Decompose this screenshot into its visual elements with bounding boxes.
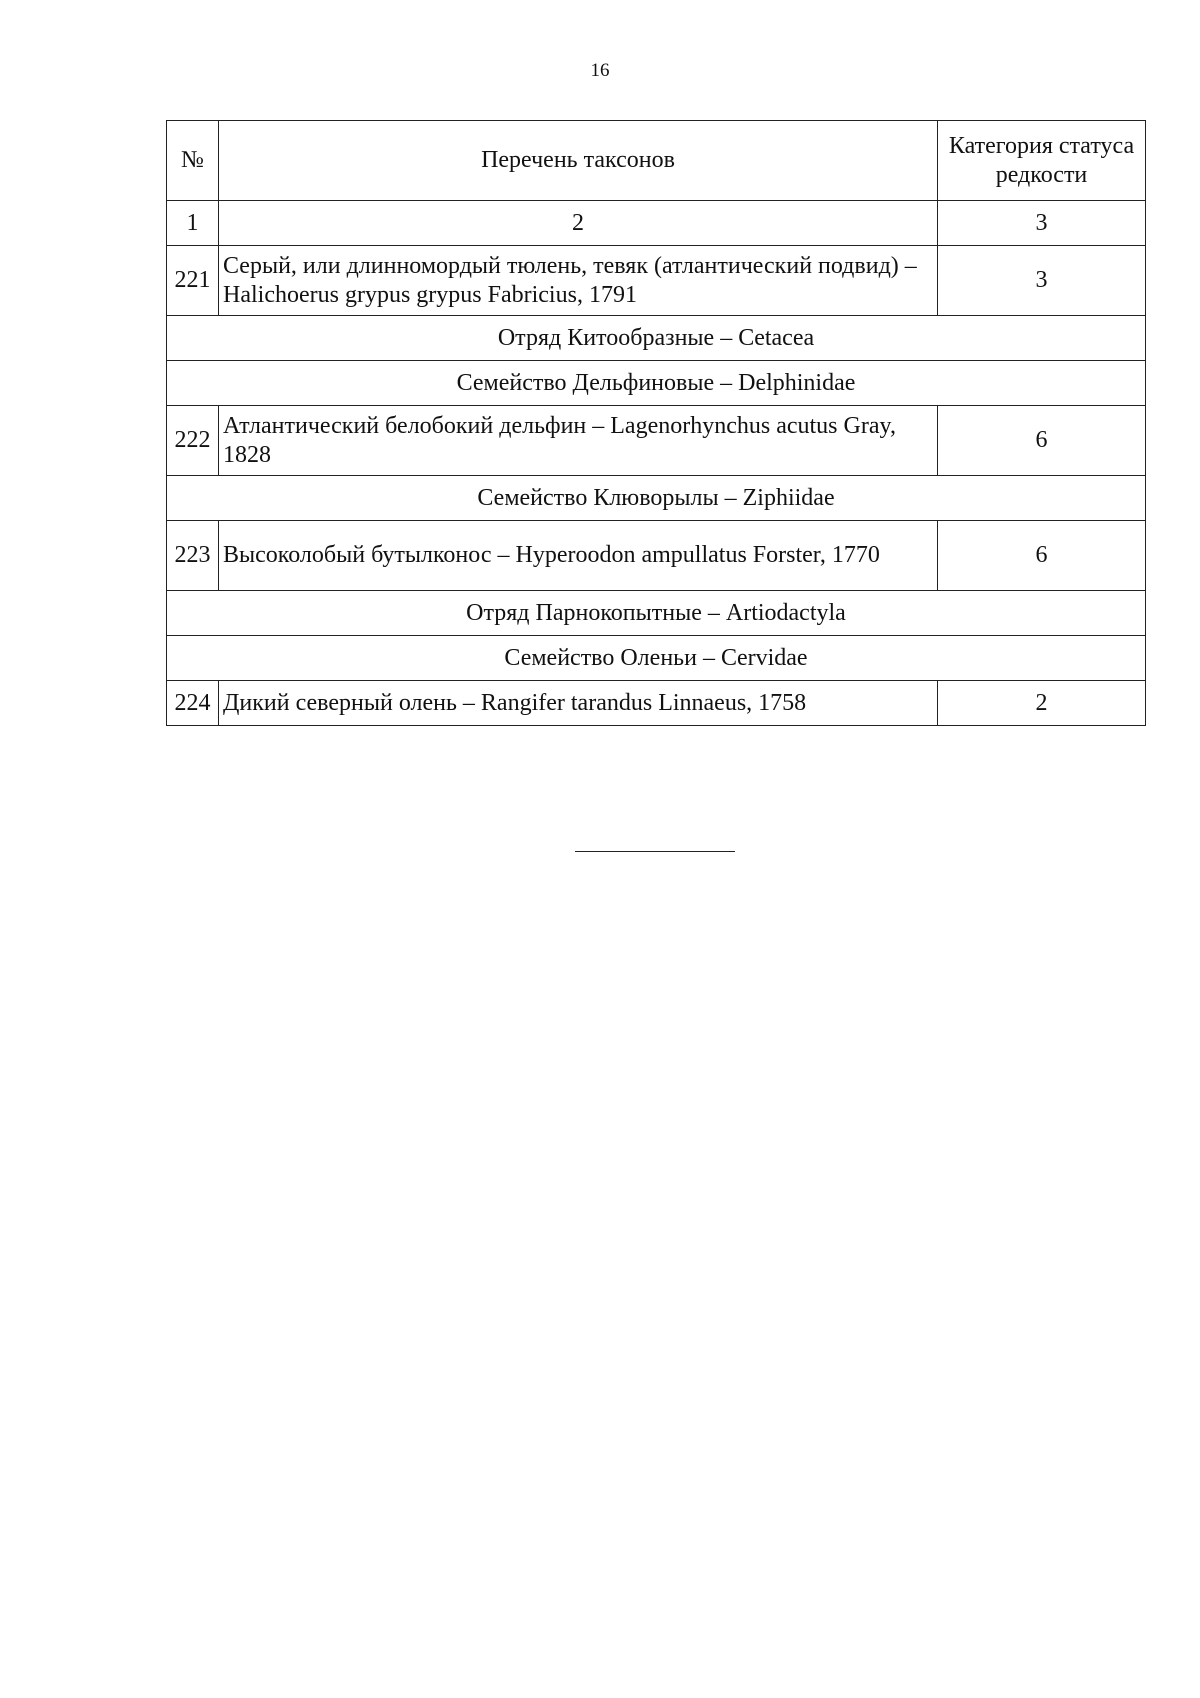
end-of-list-rule xyxy=(575,851,735,852)
header-number: № xyxy=(167,121,219,201)
group-row xyxy=(167,316,1146,361)
taxon-number: 222 xyxy=(167,406,219,476)
taxon-category: 6 xyxy=(938,406,1146,476)
table-row xyxy=(167,246,1146,316)
group-row xyxy=(167,361,1146,406)
group-row xyxy=(167,476,1146,521)
column-index-2: 2 xyxy=(219,201,938,246)
taxon-name: Атлантический белобокий дельфин – Lagenorhynchus acutus Gray, 1828 xyxy=(219,406,938,476)
taxon-number: 223 xyxy=(167,521,219,591)
table-row xyxy=(167,681,1146,726)
column-index-1: 1 xyxy=(167,201,219,246)
order-heading: Отряд Китообразные – Cetacea xyxy=(167,316,1146,361)
column-index-3: 3 xyxy=(938,201,1146,246)
header-rarity-category: Категория статуса редкости xyxy=(938,121,1146,201)
taxon-name: Высоколобый бутылконос – Hyperoodon ampullatus Forster, 1770 xyxy=(219,521,938,591)
header-taxa-list: Перечень таксонов xyxy=(219,121,938,201)
taxon-category: 2 xyxy=(938,681,1146,726)
table-header-row xyxy=(167,121,1146,201)
taxon-name: Дикий северный олень – Rangifer tarandus Linnaeus, 1758 xyxy=(219,681,938,726)
family-heading: Семейство Дельфиновые – Delphinidae xyxy=(167,361,1146,406)
family-heading: Семейство Клюворылы – Ziphiidae xyxy=(167,476,1146,521)
group-row xyxy=(167,591,1146,636)
family-heading: Семейство Оленьи – Cervidae xyxy=(167,636,1146,681)
table-row xyxy=(167,406,1146,476)
taxon-category: 6 xyxy=(938,521,1146,591)
page-number: 16 xyxy=(590,60,610,81)
taxon-number: 221 xyxy=(167,246,219,316)
rare-taxa-table xyxy=(166,120,1146,726)
taxon-number: 224 xyxy=(167,681,219,726)
order-heading: Отряд Парнокопытные – Artiodactyla xyxy=(167,591,1146,636)
taxon-name: Серый, или длинномордый тюлень, тевяк (атлантический подвид) – Halichoerus grypus grypus Fabricius, 1791 xyxy=(219,246,938,316)
column-index-row xyxy=(167,201,1146,246)
group-row xyxy=(167,636,1146,681)
taxon-category: 3 xyxy=(938,246,1146,316)
table-row xyxy=(167,521,1146,591)
